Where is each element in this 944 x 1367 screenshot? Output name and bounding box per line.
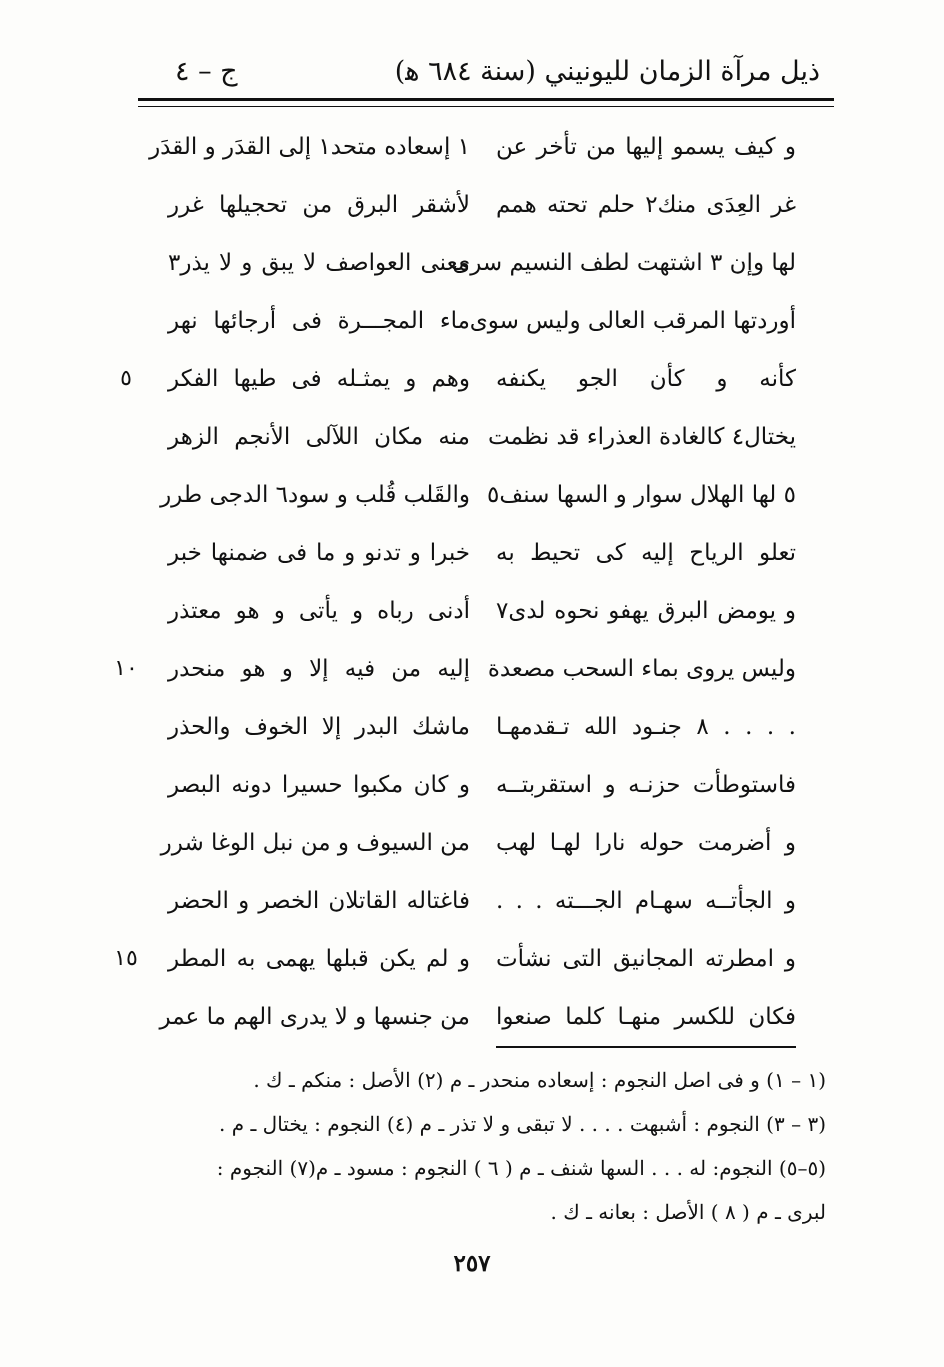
footnote-line: (١ – ١) و فى اصل النجوم : إسعاده منحدر ـ م (٢) الأصل : منكم ـ ك . [253,1068,826,1092]
verse-first-hemistich: غر العِدَى منك٢ حلم تحته همم [496,192,797,218]
verse-second-hemistich: ماشك البدر إلا الخوف والحذر [168,714,470,740]
verse-second-hemistich: و لم يكن قبلها يهمى به المطر [168,946,470,972]
verse-second-hemistich: وهم و يمثـله فى طيها الفكر [168,366,470,392]
verse-first-hemistich: لها وإن ٣ اشتهت لطف النسيم سرى [452,250,796,276]
verse-first-hemistich: و امطرته المجانيق التى نشأت [496,946,796,972]
line-number [100,814,152,872]
verse-row [0,756,944,814]
verse-second-hemistich: ماء المجـــرة فى أرجائها نهر [168,308,470,334]
verse-second-hemistich: خبرا و تدنو و ما فى ضمنها خبر [168,540,470,566]
line-number [100,872,152,930]
volume-label: ج – ٤ [175,56,238,87]
header-rule-thick [138,98,834,101]
verse-first-hemistich: . . . . ٨ جنـود الله تـقدمهـا [496,714,796,740]
line-number: ١٥ [114,946,138,971]
line-number [100,524,152,582]
verse-row [0,988,944,1046]
verse-row [0,814,944,872]
verse-second-hemistich: فاغتاله القاتلان الخصر و الحضر [168,888,470,914]
verse-row [0,234,944,292]
verse-row [0,292,944,350]
verse-second-hemistich: و كان مكبوا حسيرا دونه البصر [168,772,470,798]
line-number: ١٠ [114,656,138,681]
verse-first-hemistich: كأنه و كأن الجو يكنفه [496,366,796,392]
line-number: ٥ [120,366,132,391]
verse-row [0,350,944,408]
page-number: ٢٥٧ [453,1250,491,1277]
footnote-line: (٥–٥) النجوم: له . . . السها شنف ـ م ( ٦ ) النجوم : مسود ـ م(٧) النجوم : [216,1156,826,1180]
verse-row [0,118,944,176]
verse-row [0,466,944,524]
verse-first-hemistich: ٥ لها الهلال سوار و السها سنف٥ [487,482,796,508]
verse-first-hemistich: وليس يروى بماء السحب مصعدة [487,656,796,682]
verse-row [0,408,944,466]
verse-first-hemistich: و كيف يسمو إليها من تأخر عن [496,134,796,160]
verse-first-hemistich: و الجأتــه سهـام الجـــته . . . [496,888,796,914]
line-number [100,756,152,814]
running-header [140,52,830,96]
verse-second-hemistich: ١ إسعاده متحد١ إلى القدَر و القدَر [149,134,470,160]
line-number [100,466,152,524]
verse-first-hemistich: فاستوطأت حزنـه و استقربتــه [496,772,796,798]
header-rule-thin [138,106,834,107]
footnote-line: (٣ – ٣) النجوم : أشبهت . . . . لا تبقى و لا تذر ـ م (٤) النجوم : يختال ـ م . [219,1112,826,1136]
line-number [100,118,152,176]
verse-row [0,176,944,234]
footnote-line: لبرى ـ م ( ٨ ) الأصل : بعانه ـ ك . [550,1200,826,1224]
verse-row [0,640,944,698]
line-number [100,988,152,1046]
header-title: ذيل مرآة الزمان لليونيني (سنة ٦٨٤ ﻫ) [394,56,820,87]
verse-second-hemistich: والقَلب قُلب و سود٦ الدجى طرر [160,482,470,508]
verse-row [0,930,944,988]
verse-row [0,698,944,756]
verse-first-hemistich: فكان للكسر منهـا كلما صنعوا [496,988,796,1048]
verse-first-hemistich: أوردتها المرقب العالى وليس سوى [469,308,796,334]
verse-first-hemistich: و أضرمت حوله نارا لهـا لهب [496,830,796,856]
verse-first-hemistich: تعلو الرياح إليه كى تحيط به [496,540,796,566]
verse-first-hemistich: يختال٤ كالغادة العذراء قد نظمت [488,424,796,450]
line-number [100,234,152,292]
line-number [100,176,152,234]
verse-second-hemistich: من جنسها و لا يدرى الهم ما عمر [159,1004,470,1030]
verse-second-hemistich: لأشقر البرق من تحجيلها غرر [168,192,470,218]
verse-first-hemistich: و يومض البرق يهفو نحوه لدى٧ [496,598,796,624]
line-number [100,582,152,640]
verse-second-hemistich: من السيوف و من نبل الوغا شرر [160,830,470,856]
verse-second-hemistich: معنى العواصف لا يبق و لا يذر٣ [168,250,470,276]
verse-second-hemistich: إليه من فيه إلا و هو منحدر [168,656,470,682]
line-number [100,698,152,756]
verse-second-hemistich: أدنى رباه و يأتى و هو معتذر [168,598,470,624]
verse-second-hemistich: منه مكان اللآلى الأنجم الزهر [168,424,470,450]
line-number [100,408,152,466]
verse-row [0,872,944,930]
footnotes [150,1058,826,1234]
verse-row [0,582,944,640]
verse-row [0,524,944,582]
line-number [100,292,152,350]
